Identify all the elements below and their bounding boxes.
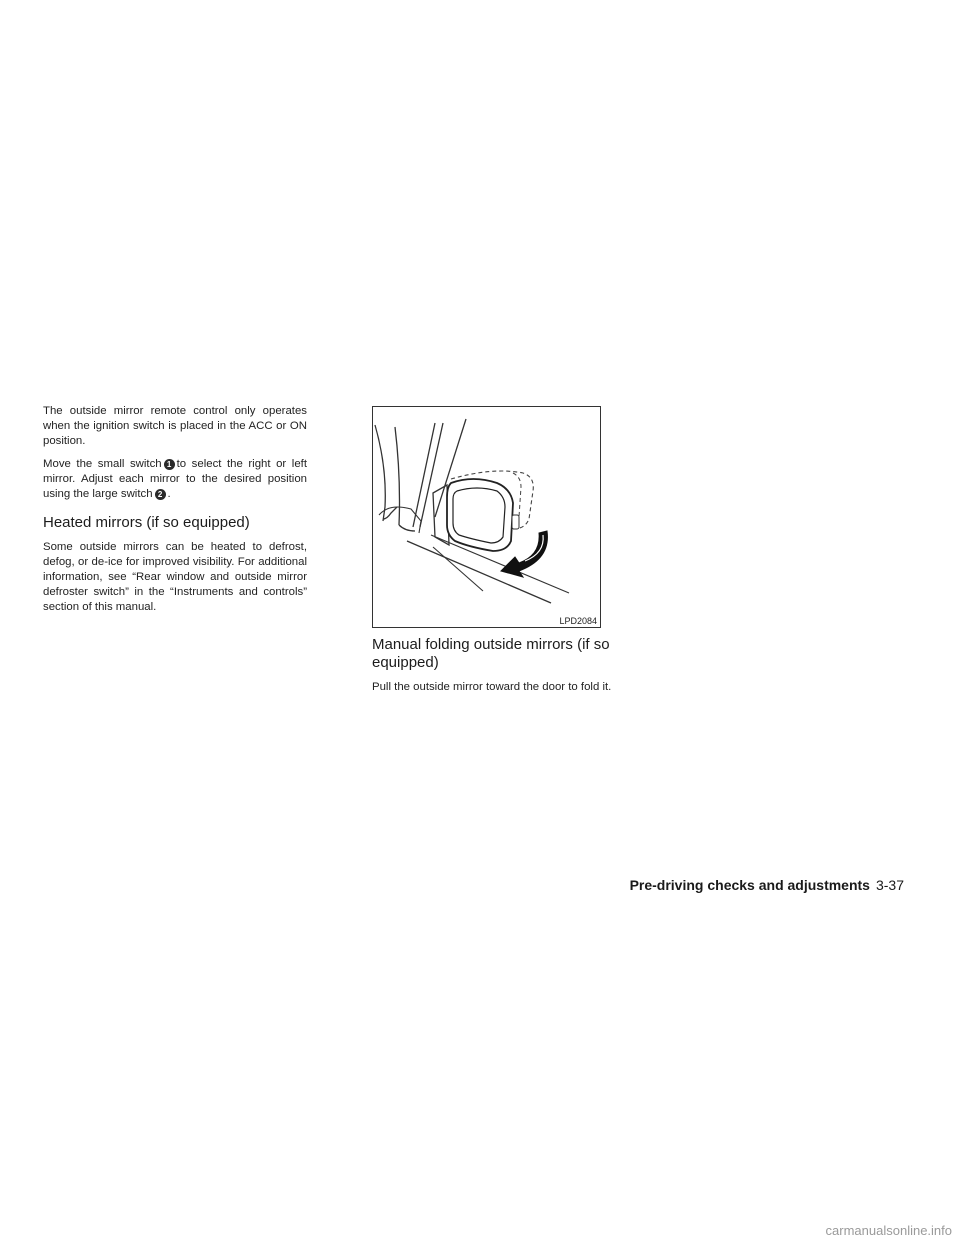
paragraph-switches: Move the small switch 1 to select the right or left mirror. Adjust each mirror to the desired position using the large switch 2 . [43,458,307,500]
right-column [372,636,612,703]
watermark-text: carmanualsonline.info [825,1223,952,1238]
heading-manual-folding: Manual folding outside mirrors (if so equipped) [372,636,610,671]
paragraph-ignition: The outside mirror remote control only operates when the ignition switch is placed in the ACC or ON position. [43,405,307,447]
paragraph-heated-mirrors: Some outside mirrors can be heated to defrost, defog, or de-ice for improved visibility. For additional information, see “Rear window and outside mirror defroster switch” in the “Instruments and controls” section of this manual. [43,541,307,613]
mirror-drawing [373,407,602,629]
page-footer [630,876,904,894]
callout-1-icon: 1 [164,459,175,470]
paragraph-manual-folding: Pull the outside mirror toward the door to fold it. [372,681,612,693]
page-number: 3-37 [875,877,904,893]
heading-heated-mirrors: Heated mirrors (if so equipped) [43,514,250,531]
left-column [43,404,307,623]
callout-2-icon: 2 [155,489,166,500]
mirror-folding-illustration [372,406,601,628]
figure-code: LPD2084 [559,616,597,626]
footer-section-title: Pre-driving checks and adjustments [629,877,870,893]
